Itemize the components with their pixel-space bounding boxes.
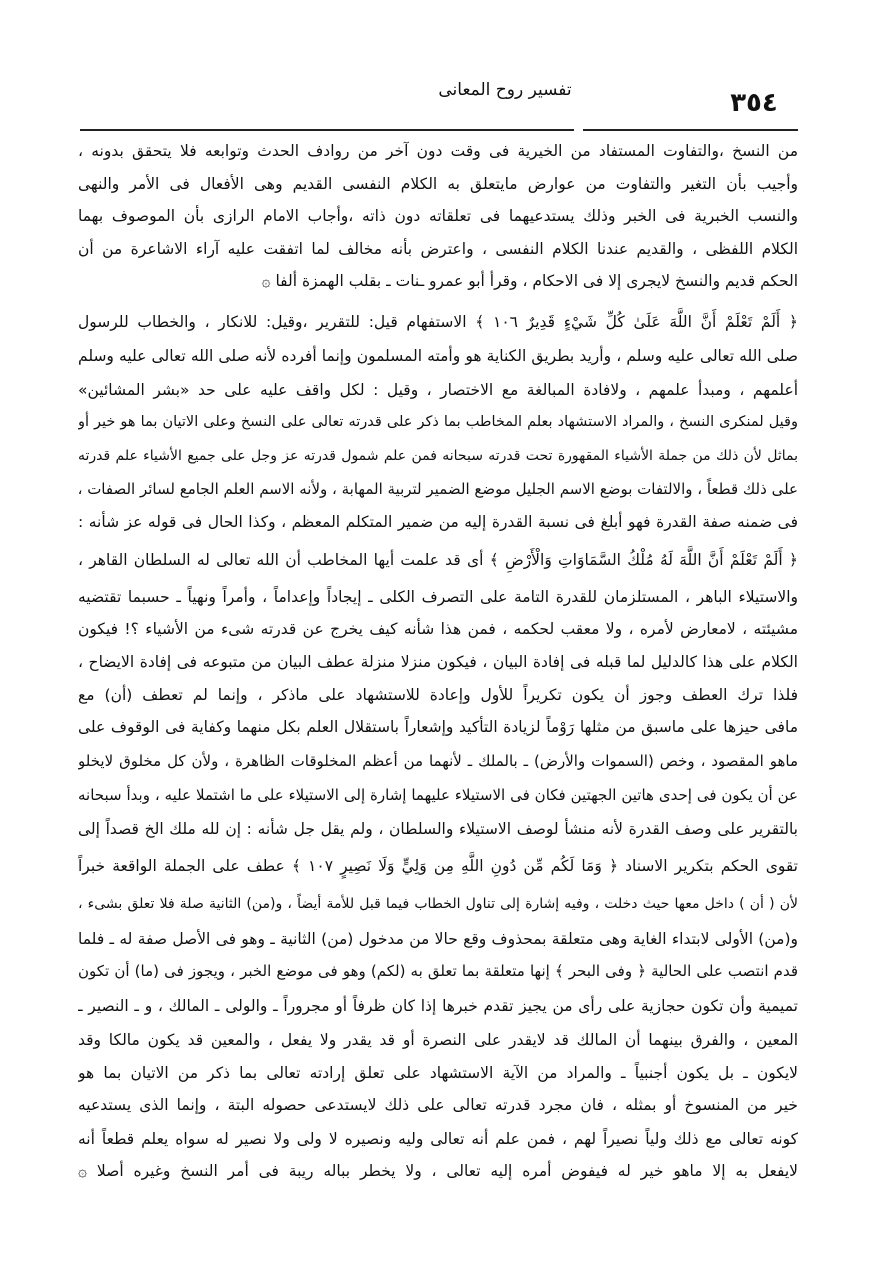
text-line: المعين ، والفرق بينهما أن المالك قد لايقدر على النصرة أو قد يقدر ولا يفعل ، والمعين قد يكون مالكا وقد <box>78 1031 798 1049</box>
header-rule <box>583 129 798 131</box>
text-line: وقيل لمنكرى النسخ ، والمراد الاستشهاد بعلم المخاطب بما ذكر على قدرته تعالى على النسخ وعلى الاتيان بما هو خير أو <box>78 414 798 430</box>
text-line: خير من المنسوخ أو بمثله ، فان مجرد قدرته تعالى على ذلك لايستدعى حصوله البتة ، وإنما الذى يستدعيه <box>78 1096 798 1114</box>
header-rule <box>80 129 574 131</box>
text-line: بالتقرير على وصف القدرة لأنه منشأ لوصف الاستيلاء والسلطان ، ولم يقل جل شأنه : إن لله ملك الخ قصداً إلى <box>78 820 798 838</box>
text-line: فلذا ترك العطف وجوز أن يكون تكريراً للأول وإعادة للاستشهاد على ماذكر ، وإنما لم تعطف (أن) مع <box>78 686 798 704</box>
text-line: و(من) الأولى لابتداء الغاية وهى متعلقة بمحذوف وقع حالا من مدخول (من) الثانية ـ وهو فى الأصل صفة له ـ فلما <box>78 930 798 948</box>
text-line: مافى حيزها على ماسبق من مثلها رَوْماً لزيادة التأكيد وإشعاراً باستقلال العلم بكل منهما وكفاية فى الوقوف على <box>78 718 798 736</box>
text-line: صلى الله تعالى عليه وسلم ، وأريد بطريق الكناية هو وأمته المسلمون وإنما أفرده لأنه صلى الله تعالى عليه وسلم <box>78 347 798 365</box>
text-line: ماهو المقصود ، وخص (السموات والأرض) ـ بالملك ـ لأنهما من أعظم المخلوقات الظاهرة ، ولأن كل مخلوق لايخلو <box>78 752 798 770</box>
text-line: أعلمهم ، ومبدأ علمهم ، ولافادة المبالغة مع الاختصار ، وقيل : لكل واقف عليه على حد «بشر المشائين» <box>78 381 798 399</box>
text-line: الكلام اللفظى ، والقديم عندنا الكلام النفسى ، واعترض بأنه مخالف لما اتفقت عليه آراء الاشاعرة من أن <box>78 240 798 258</box>
text-line-with-quran-verse: ﴿ أَلَمْ تَعْلَمْ أَنَّ اللَّهَ لَهُ مُلْكُ السَّمَاوَاتِ وَالْأَرْضِ ﴾ أى قد علمت أيها المخاطب أن الله تعالى له السلطان القاهر ، <box>78 551 798 569</box>
text-line: الكلام على هذا كالدليل لما قبله فى إفادة البيان ، فيكون منزلا منزلة عطف البيان من متبوعه فى إفادة الايضاح ، <box>78 653 798 671</box>
text-line: بماثل لأن ذلك من جملة الأشياء المقهورة تحت قدرته سبحانه فمن علم شمول قدرته عز وجل على جميع الأشياء علم قدرته <box>78 448 798 464</box>
text-line: كونه تعالى مع ذلك ولياً نصيراً لهم ، فمن علم أنه تعالى وليه ونصيره لا ولى ولا نصير له سواه يعلم قطعاً أنه <box>78 1130 798 1148</box>
text-line: والاستيلاء الباهر ، المستلزمان للقدرة التامة على التصرف الكلى ـ إيجاداً وإعداماً ، وأمراً ونهياً ـ حسبما تقتضيه <box>78 588 798 606</box>
text-line: والنسب الخبرية فى الخبر وذلك يستدعيهما فى تعلقاته دون ذاته ،وأجاب الامام الرازى بأن الموصوف بهما <box>78 207 798 225</box>
text-line: على ذلك قطعاً ، والالتفات بوضع الاسم الجليل موضع الضمير لتربية المهابة ، ولأنه الاسم العلم الجامع لسائر الصفات ، <box>78 480 798 498</box>
text-line: لايكون ـ بل يكون أجنبياً ـ والمراد من الآية الاستشهاد على تعلق إرادته تعالى بما ذكر من الاتيان بما هو <box>78 1064 798 1082</box>
text-line: قدم انتصب على الحالية ﴿ وفى البحر ﴾ إنها متعلقة بما تعلق به (لكم) وهو فى موضع الخبر ، ويجوز فى (ما) أن تكون <box>78 962 798 980</box>
page-number: ٣٥٤ <box>730 88 778 118</box>
text-line: تميمية وأن تكون حجازية على رأى من يجيز تقدم خبرها إذا كان ظرفاً أو مجروراً ـ والولى ـ المالك ، و ـ النصير ـ <box>78 997 798 1015</box>
text-line: مشيئته ، لامعارض لأمره ، ولا معقب لحكمه ، فمن هذا شأنه كيف يخرج عن قدرته شىء من الأشياء ؟! فيكون <box>78 620 798 638</box>
text-line: وأجيب بأن التغير والتفاوت من عوارض مايتعلق به الكلام النفسى القديم وهى الأفعال فى الأمر والنهى <box>78 175 798 193</box>
text-line: الحكم قديم والنسخ لايجرى إلا فى الاحكام ، وقرأ أبو عمرو ـنات ـ بقلب الهمزة ألفا ۞ <box>261 272 798 290</box>
text-line: لايفعل به إلا ماهو خير له فيفوض أمره إليه تعالى ، ولا يخطر بباله ريبة فى أمر النسخ وغيره أصلا ۞ <box>78 1162 798 1180</box>
text-line: لأن ( أن ) داخل معها حيث دخلت ، وفيه إشارة إلى تناول الخطاب فيما قبل للأمة أيضاً ، و(من) الثانية صلة فلا تعلق بشىء ، <box>78 896 798 912</box>
running-title: تفسير روح المعانى <box>438 80 572 100</box>
text-line-with-quran-verse: ﴿ أَلَمْ تَعْلَمْ أَنَّ اللَّهَ عَلَىٰ كُلِّ شَيْءٍ قَدِيرٌ ١٠٦ ﴾ الاستفهام قيل: للتقرير ،وقيل: للانكار ، والخطاب للرسول <box>78 313 798 331</box>
text-line: عن أن يكون فى إحدى هاتين الجهتين فكان فى الاستيلاء عليهما إشارة إلى الاستيلاء على ما اشتملا عليه ، وبدأ سبحانه <box>78 786 798 804</box>
text-line-with-quran-verse: تقوى الحكم بتكرير الاسناد ﴿ وَمَا لَكُم مِّن دُونِ اللَّهِ مِن وَلِيٍّ وَلَا نَصِيرٍ ١٠٧ ﴾ عطف على الجملة الواقعة خبراً <box>78 857 798 875</box>
text-line: من النسخ ،والتفاوت المستفاد من الخيرية فى وقت دون آخر من روادف الحدث وتوابعه فلا يتحقق بدونه ، <box>78 142 798 160</box>
text-line: فى ضمنه صفة القدرة فهو أبلغ فى نسبة القدرة إليه من ضمير المتكلم المعظم ، وكذا الحال فى قوله عز شأنه : <box>78 513 798 531</box>
